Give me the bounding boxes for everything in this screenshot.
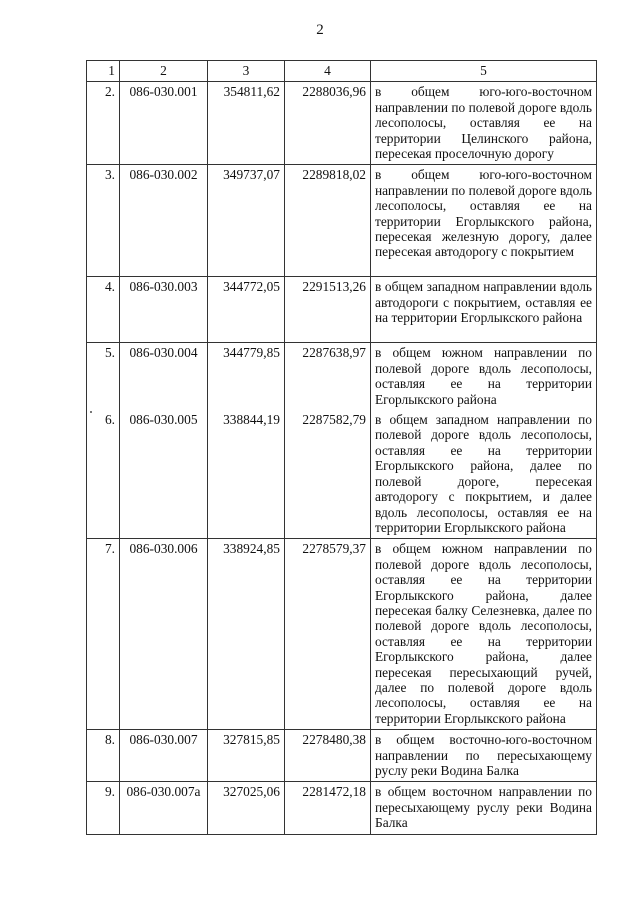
description: в общем восточном направлении по пересыхающему руслу реки Водина Балка — [371, 782, 597, 834]
table-header-row — [87, 61, 597, 82]
point-code: 086-030.007 — [120, 730, 208, 782]
row-number: 9. — [87, 782, 120, 834]
table-row — [87, 410, 597, 539]
coord-y: 2288036,96 — [285, 82, 371, 165]
description: в общем южном направлении по полевой дороге вдоль лесополосы, оставляя ее на территории Егорлыкского района — [371, 343, 597, 410]
coord-y: 2287638,97 — [285, 343, 371, 410]
coord-y: 2281472,18 — [285, 782, 371, 834]
description: в общем юго-юго-восточном направлении по полевой дороге вдоль лесополосы, оставляя ее на территории Егорлыкского района, пересекая железную дорогу, далее пересекая автодорогу с покрытием — [371, 165, 597, 277]
table-row — [87, 782, 597, 834]
coord-x: 338924,85 — [208, 539, 285, 730]
coord-x: 327025,06 — [208, 782, 285, 834]
row-number: 2. — [87, 82, 120, 165]
header-col-4: 4 — [285, 61, 371, 82]
coord-x: 327815,85 — [208, 730, 285, 782]
point-code: 086-030.005 — [120, 410, 208, 539]
point-code: 086-030.006 — [120, 539, 208, 730]
coord-y: 2287582,79 — [285, 410, 371, 539]
point-code: 086-030.001 — [120, 82, 208, 165]
table-row — [87, 730, 597, 782]
coord-y: 2291513,26 — [285, 277, 371, 343]
row-number: 6. — [87, 410, 120, 539]
description: в общем южном направлении по полевой дороге вдоль лесополосы, оставляя ее на территории Егорлыкского района, далее пересекая балку Селезневка, далее по полевой дороге вдоль лесополосы, оставляя ее на территории Егорлыкского района, далее пересекая пересыхающий ручей, далее по полевой дороге вдоль лесополосы, оставляя ее на территории Егорлыкского района — [371, 539, 597, 730]
page-number: 2 — [316, 22, 324, 38]
table-row — [87, 82, 597, 165]
table-row — [87, 539, 597, 730]
table-row — [87, 165, 597, 277]
description: в общем восточно-юго-восточном направлении по пересыхающему руслу реки Водина Балка — [371, 730, 597, 782]
description: в общем юго-юго-восточном направлении по полевой дороге вдоль лесополосы, оставляя ее на территории Целинского района, пересекая проселочную дорогу — [371, 82, 597, 165]
description: в общем западном направлении вдоль автодороги с покрытием, оставляя ее на территории Егорлыкского района — [371, 277, 597, 343]
header-col-2: 2 — [120, 61, 208, 82]
table-row — [87, 277, 597, 343]
coord-y: 2278579,37 — [285, 539, 371, 730]
row-number: 5. — [87, 343, 120, 410]
row-number: 4. — [87, 277, 120, 343]
table-row — [87, 343, 597, 410]
point-code: 086-030.004 — [120, 343, 208, 410]
point-code: 086-030.002 — [120, 165, 208, 277]
coord-y: 2289818,02 — [285, 165, 371, 277]
coord-y: 2278480,38 — [285, 730, 371, 782]
row-number: 8. — [87, 730, 120, 782]
row-number: 3. — [87, 165, 120, 277]
header-col-5: 5 — [371, 61, 597, 82]
coord-x: 354811,62 — [208, 82, 285, 165]
description: в общем западном направлении по полевой дороге вдоль лесополосы, оставляя ее на территории Егорлыкского района, далее по полевой дороге, пересекая автодорогу с покрытием, и далее вдоль лесополосы, оставляя ее на территории Егорлыкского района — [371, 410, 597, 539]
coordinates-table — [86, 60, 597, 835]
point-code: 086-030.003 — [120, 277, 208, 343]
row-number: 7. — [87, 539, 120, 730]
coord-x: 344779,85 — [208, 343, 285, 410]
header-col-3: 3 — [208, 61, 285, 82]
coord-x: 338844,19 — [208, 410, 285, 539]
coord-x: 349737,07 — [208, 165, 285, 277]
coord-x: 344772,05 — [208, 277, 285, 343]
point-code: 086-030.007а — [120, 782, 208, 834]
header-col-1: 1 — [87, 61, 120, 82]
